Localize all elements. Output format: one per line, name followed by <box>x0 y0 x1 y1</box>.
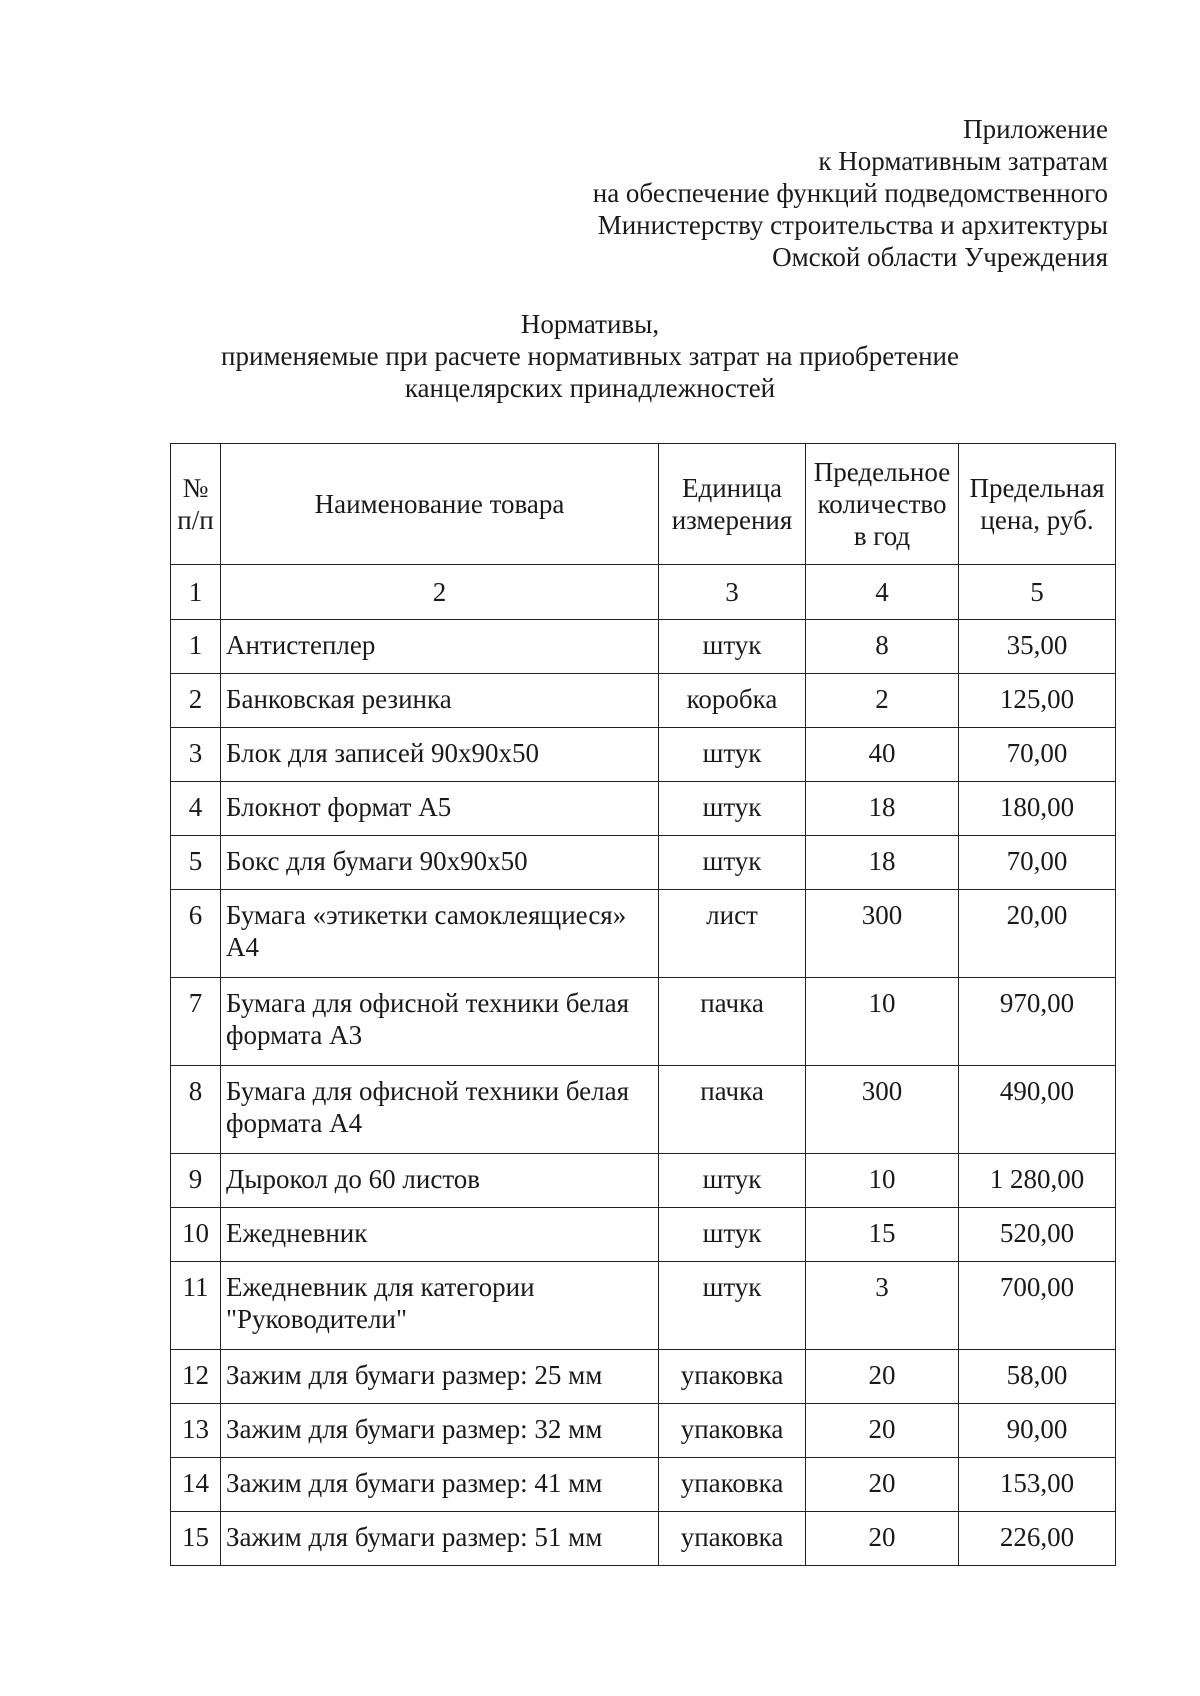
row-quantity: 18 <box>806 782 959 836</box>
row-unit: коробка <box>659 674 806 728</box>
row-item-name-line: Дырокол до 60 листов <box>226 1164 481 1194</box>
row-unit: штук <box>659 728 806 782</box>
header-qty-line: Предельное <box>813 457 951 487</box>
row-unit: лист <box>659 890 806 978</box>
title-line: Нормативы, <box>520 309 660 339</box>
row-number: 1 <box>171 620 221 674</box>
row-quantity: 8 <box>806 620 959 674</box>
row-item-name <box>221 782 659 836</box>
row-item-name <box>221 1066 659 1154</box>
row-price: 1 280,00 <box>959 1154 1116 1208</box>
row-unit: пачка <box>659 978 806 1066</box>
row-item-name <box>221 1262 659 1350</box>
row-quantity: 20 <box>806 1350 959 1404</box>
row-price: 700,00 <box>959 1262 1116 1350</box>
row-item-name-line: Ежедневник для категории <box>226 1272 535 1302</box>
table-header-row <box>171 444 1116 565</box>
row-item-name-line: Зажим для бумаги размер: 25 мм <box>226 1360 603 1390</box>
column-number: 3 <box>659 565 806 620</box>
row-quantity: 2 <box>806 674 959 728</box>
header-name <box>221 444 659 565</box>
row-number: 15 <box>171 1512 221 1566</box>
row-unit: пачка <box>659 1066 806 1154</box>
appendix-line: к Нормативным затратам <box>818 146 1108 176</box>
row-price: 125,00 <box>959 674 1116 728</box>
row-item-name-line: Бокс для бумаги 90х90х50 <box>226 846 528 876</box>
row-number: 8 <box>171 1066 221 1154</box>
row-number: 6 <box>171 890 221 978</box>
row-quantity: 20 <box>806 1458 959 1512</box>
row-unit: упаковка <box>659 1350 806 1404</box>
title-line: канцелярских принадлежностей <box>404 373 776 403</box>
header-price-line: цена, руб. <box>980 505 1094 535</box>
row-unit: упаковка <box>659 1404 806 1458</box>
appendix-line: Омской области Учреждения <box>772 242 1108 272</box>
row-unit: штук <box>659 620 806 674</box>
table-row <box>171 1512 1116 1566</box>
row-item-name <box>221 1208 659 1262</box>
appendix-line: Приложение <box>963 114 1108 144</box>
table-row <box>171 1350 1116 1404</box>
row-item-name <box>221 890 659 978</box>
row-price: 970,00 <box>959 978 1116 1066</box>
row-price: 70,00 <box>959 728 1116 782</box>
row-item-name <box>221 1404 659 1458</box>
table-row <box>171 1262 1116 1350</box>
header-price <box>959 444 1116 565</box>
column-number: 4 <box>806 565 959 620</box>
row-price: 520,00 <box>959 1208 1116 1262</box>
table-row <box>171 1154 1116 1208</box>
row-number: 12 <box>171 1350 221 1404</box>
row-price: 226,00 <box>959 1512 1116 1566</box>
row-item-name-line: Блокнот формат А5 <box>226 792 452 822</box>
table-row <box>171 836 1116 890</box>
row-number: 11 <box>171 1262 221 1350</box>
row-item-name <box>221 1458 659 1512</box>
row-unit: штук <box>659 782 806 836</box>
header-name-text: Наименование товара <box>314 489 565 519</box>
row-item-name <box>221 674 659 728</box>
row-price: 35,00 <box>959 620 1116 674</box>
row-number: 4 <box>171 782 221 836</box>
table-body <box>171 620 1116 1566</box>
row-item-name-line: Ежедневник <box>226 1218 368 1248</box>
row-price: 490,00 <box>959 1066 1116 1154</box>
table-row <box>171 674 1116 728</box>
table-row <box>171 890 1116 978</box>
header-price-line: Предельная <box>969 473 1105 503</box>
table-row <box>171 728 1116 782</box>
row-item-name-line: Бумага «этикетки самоклеящиеся» <box>226 900 627 930</box>
row-price: 58,00 <box>959 1350 1116 1404</box>
row-item-name <box>221 620 659 674</box>
table-row <box>171 782 1116 836</box>
table-row <box>171 978 1116 1066</box>
norms-table <box>170 443 1116 1566</box>
row-quantity: 40 <box>806 728 959 782</box>
row-number: 10 <box>171 1208 221 1262</box>
table-row <box>171 1066 1116 1154</box>
header-unit <box>659 444 806 565</box>
row-item-name <box>221 1154 659 1208</box>
row-item-name-line: Зажим для бумаги размер: 41 мм <box>226 1468 603 1498</box>
row-number: 9 <box>171 1154 221 1208</box>
row-item-name-line: Бумага для офисной техники белая <box>226 1076 630 1106</box>
row-number: 2 <box>171 674 221 728</box>
header-num-line: п/п <box>177 505 214 535</box>
column-number: 2 <box>221 565 659 620</box>
row-item-name-line: Антистеплер <box>226 630 376 660</box>
row-unit: штук <box>659 1154 806 1208</box>
column-number: 1 <box>171 565 221 620</box>
row-quantity: 20 <box>806 1512 959 1566</box>
row-number: 14 <box>171 1458 221 1512</box>
row-unit: штук <box>659 1208 806 1262</box>
header-qty-line: количество <box>817 489 947 519</box>
row-item-name <box>221 728 659 782</box>
row-price: 180,00 <box>959 782 1116 836</box>
appendix-line: Министерству строительства и архитектуры <box>597 210 1108 240</box>
row-item-name-line: Блок для записей 90х90х50 <box>226 738 540 768</box>
table-row <box>171 1208 1116 1262</box>
row-item-name <box>221 1350 659 1404</box>
row-number: 5 <box>171 836 221 890</box>
row-item-name <box>221 836 659 890</box>
row-number: 13 <box>171 1404 221 1458</box>
header-qty-line: в год <box>853 521 911 551</box>
appendix-line: на обеспечение функций подведомственного <box>592 178 1108 208</box>
row-unit: упаковка <box>659 1512 806 1566</box>
header-unit-line: измерения <box>671 505 793 535</box>
column-numbers-row <box>171 565 1116 620</box>
header-qty <box>806 444 959 565</box>
document-title <box>180 308 1000 404</box>
row-number: 7 <box>171 978 221 1066</box>
row-price: 20,00 <box>959 890 1116 978</box>
row-price: 70,00 <box>959 836 1116 890</box>
table-row <box>171 1458 1116 1512</box>
row-quantity: 300 <box>806 890 959 978</box>
header-num-line: № <box>182 473 209 503</box>
row-quantity: 18 <box>806 836 959 890</box>
row-price: 90,00 <box>959 1404 1116 1458</box>
column-number: 5 <box>959 565 1116 620</box>
table-row <box>171 620 1116 674</box>
row-quantity: 300 <box>806 1066 959 1154</box>
row-price: 153,00 <box>959 1458 1116 1512</box>
row-item-name <box>221 978 659 1066</box>
row-quantity: 10 <box>806 978 959 1066</box>
title-line: применяемые при расчете нормативных затрат на приобретение <box>221 341 959 371</box>
row-item-name-line: "Руководители" <box>226 1304 407 1334</box>
row-item-name-line: Банковская резинка <box>226 684 452 714</box>
row-item-name-line: А4 <box>226 932 259 962</box>
row-item-name-line: Зажим для бумаги размер: 32 мм <box>226 1414 603 1444</box>
row-quantity: 10 <box>806 1154 959 1208</box>
row-quantity: 20 <box>806 1404 959 1458</box>
row-unit: упаковка <box>659 1458 806 1512</box>
row-number: 3 <box>171 728 221 782</box>
row-quantity: 15 <box>806 1208 959 1262</box>
row-item-name-line: Зажим для бумаги размер: 51 мм <box>226 1522 603 1552</box>
row-item-name <box>221 1512 659 1566</box>
appendix-header <box>408 113 1108 273</box>
table-row <box>171 1404 1116 1458</box>
row-unit: штук <box>659 1262 806 1350</box>
row-item-name-line: формата А4 <box>226 1108 363 1138</box>
row-item-name-line: Бумага для офисной техники белая <box>226 988 630 1018</box>
header-num <box>171 444 221 565</box>
row-quantity: 3 <box>806 1262 959 1350</box>
row-unit: штук <box>659 836 806 890</box>
row-item-name-line: формата А3 <box>226 1020 363 1050</box>
header-unit-line: Единица <box>681 473 782 503</box>
